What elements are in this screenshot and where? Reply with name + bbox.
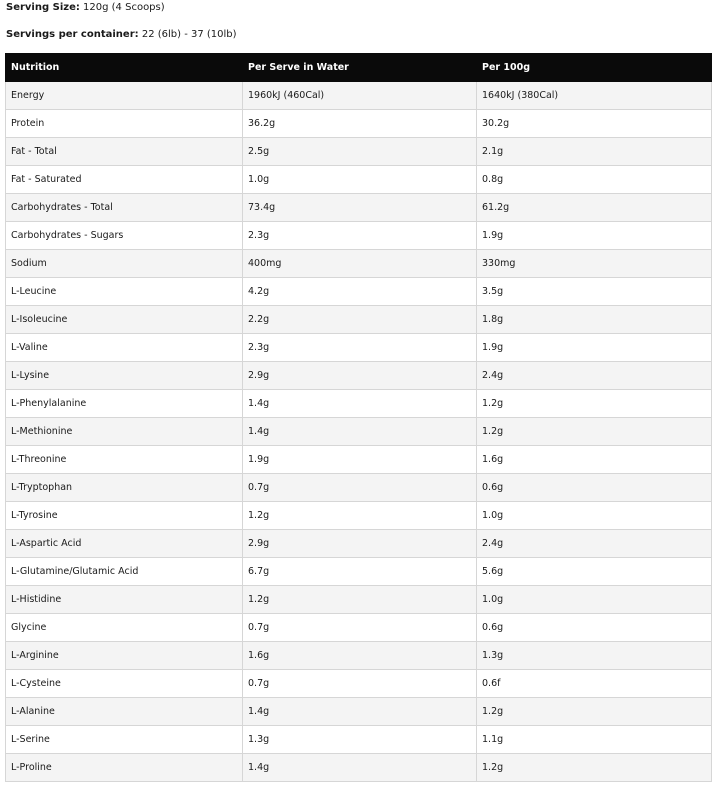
header-per-serve: Per Serve in Water: [243, 54, 477, 82]
per-serve-value: 2.9g: [243, 362, 477, 390]
per-serve-value: 1.0g: [243, 166, 477, 194]
nutrient-name: L-Valine: [6, 334, 243, 362]
per-serve-value: 400mg: [243, 250, 477, 278]
nutrient-name: Carbohydrates - Sugars: [6, 222, 243, 250]
serving-size-value: 120g (4 Scoops): [83, 2, 165, 13]
table-row: [6, 138, 712, 166]
table-row: [6, 502, 712, 530]
table-row: [6, 474, 712, 502]
nutrient-name: L-Threonine: [6, 446, 243, 474]
nutrient-name: Protein: [6, 110, 243, 138]
nutrient-name: L-Proline: [6, 754, 243, 782]
nutrient-name: L-Aspartic Acid: [6, 530, 243, 558]
nutrient-name: L-Histidine: [6, 586, 243, 614]
table-row: [6, 278, 712, 306]
per-serve-value: 73.4g: [243, 194, 477, 222]
per-serve-value: 1.3g: [243, 726, 477, 754]
table-row: [6, 390, 712, 418]
table-body: [6, 82, 712, 782]
per-100g-value: 1640kJ (380Cal): [477, 82, 712, 110]
per-100g-value: 1.0g: [477, 586, 712, 614]
per-serve-value: 1.2g: [243, 502, 477, 530]
serving-size: [6, 1, 165, 15]
nutrient-name: Glycine: [6, 614, 243, 642]
per-serve-value: 1.4g: [243, 418, 477, 446]
servings-per-container: [6, 28, 237, 42]
table-row: [6, 194, 712, 222]
table-row: [6, 250, 712, 278]
nutrient-name: L-Serine: [6, 726, 243, 754]
per-100g-value: 2.1g: [477, 138, 712, 166]
table-row: [6, 362, 712, 390]
per-serve-value: 4.2g: [243, 278, 477, 306]
per-100g-value: 1.2g: [477, 390, 712, 418]
table-row: [6, 558, 712, 586]
table-row: [6, 530, 712, 558]
per-serve-value: 1.6g: [243, 642, 477, 670]
per-serve-value: 2.9g: [243, 530, 477, 558]
header-nutrition: Nutrition: [6, 54, 243, 82]
servings-per-container-value: 22 (6lb) - 37 (10lb): [141, 29, 237, 40]
table-row: [6, 642, 712, 670]
per-serve-value: 0.7g: [243, 474, 477, 502]
nutrient-name: L-Lysine: [6, 362, 243, 390]
per-serve-value: 0.7g: [243, 614, 477, 642]
per-serve-value: 1.9g: [243, 446, 477, 474]
table-header-row: [6, 54, 712, 82]
nutrient-name: L-Cysteine: [6, 670, 243, 698]
per-100g-value: 330mg: [477, 250, 712, 278]
per-100g-value: 1.8g: [477, 306, 712, 334]
table-row: [6, 82, 712, 110]
per-100g-value: 30.2g: [477, 110, 712, 138]
per-serve-value: 0.7g: [243, 670, 477, 698]
per-100g-value: 3.5g: [477, 278, 712, 306]
nutrient-name: L-Arginine: [6, 642, 243, 670]
nutrient-name: Sodium: [6, 250, 243, 278]
per-serve-value: 1.2g: [243, 586, 477, 614]
per-100g-value: 61.2g: [477, 194, 712, 222]
table-row: [6, 614, 712, 642]
table-row: [6, 110, 712, 138]
per-100g-value: 0.6g: [477, 614, 712, 642]
per-100g-value: 1.3g: [477, 642, 712, 670]
per-100g-value: 1.2g: [477, 698, 712, 726]
per-serve-value: 2.2g: [243, 306, 477, 334]
servings-per-container-label: Servings per container:: [6, 29, 139, 40]
per-100g-value: 5.6g: [477, 558, 712, 586]
per-100g-value: 1.9g: [477, 222, 712, 250]
table-row: [6, 166, 712, 194]
per-100g-value: 0.8g: [477, 166, 712, 194]
nutrient-name: L-Isoleucine: [6, 306, 243, 334]
nutrient-name: Carbohydrates - Total: [6, 194, 243, 222]
nutrient-name: Fat - Saturated: [6, 166, 243, 194]
per-100g-value: 0.6f: [477, 670, 712, 698]
per-serve-value: 1.4g: [243, 390, 477, 418]
nutrient-name: L-Phenylalanine: [6, 390, 243, 418]
per-100g-value: 2.4g: [477, 530, 712, 558]
per-100g-value: 1.2g: [477, 418, 712, 446]
per-serve-value: 36.2g: [243, 110, 477, 138]
per-serve-value: 1.4g: [243, 698, 477, 726]
nutrient-name: Fat - Total: [6, 138, 243, 166]
per-serve-value: 2.3g: [243, 334, 477, 362]
per-100g-value: 2.4g: [477, 362, 712, 390]
table-row: [6, 698, 712, 726]
table-row: [6, 306, 712, 334]
per-100g-value: 1.2g: [477, 754, 712, 782]
nutrient-name: L-Alanine: [6, 698, 243, 726]
table-row: [6, 222, 712, 250]
table-row: [6, 446, 712, 474]
table-row: [6, 334, 712, 362]
per-serve-value: 1.4g: [243, 754, 477, 782]
per-serve-value: 2.3g: [243, 222, 477, 250]
nutrient-name: L-Tryptophan: [6, 474, 243, 502]
serving-size-label: Serving Size:: [6, 2, 80, 13]
nutrient-name: L-Methionine: [6, 418, 243, 446]
per-100g-value: 1.1g: [477, 726, 712, 754]
nutrient-name: L-Leucine: [6, 278, 243, 306]
per-serve-value: 6.7g: [243, 558, 477, 586]
table-row: [6, 586, 712, 614]
per-serve-value: 1960kJ (460Cal): [243, 82, 477, 110]
per-serve-value: 2.5g: [243, 138, 477, 166]
table-row: [6, 754, 712, 782]
table-row: [6, 418, 712, 446]
table-row: [6, 670, 712, 698]
per-100g-value: 1.6g: [477, 446, 712, 474]
header-per-100g: Per 100g: [477, 54, 712, 82]
nutrition-table: [5, 53, 712, 782]
nutrient-name: Energy: [6, 82, 243, 110]
per-100g-value: 1.0g: [477, 502, 712, 530]
nutrient-name: L-Tyrosine: [6, 502, 243, 530]
nutrient-name: L-Glutamine/Glutamic Acid: [6, 558, 243, 586]
table-row: [6, 726, 712, 754]
per-100g-value: 0.6g: [477, 474, 712, 502]
per-100g-value: 1.9g: [477, 334, 712, 362]
